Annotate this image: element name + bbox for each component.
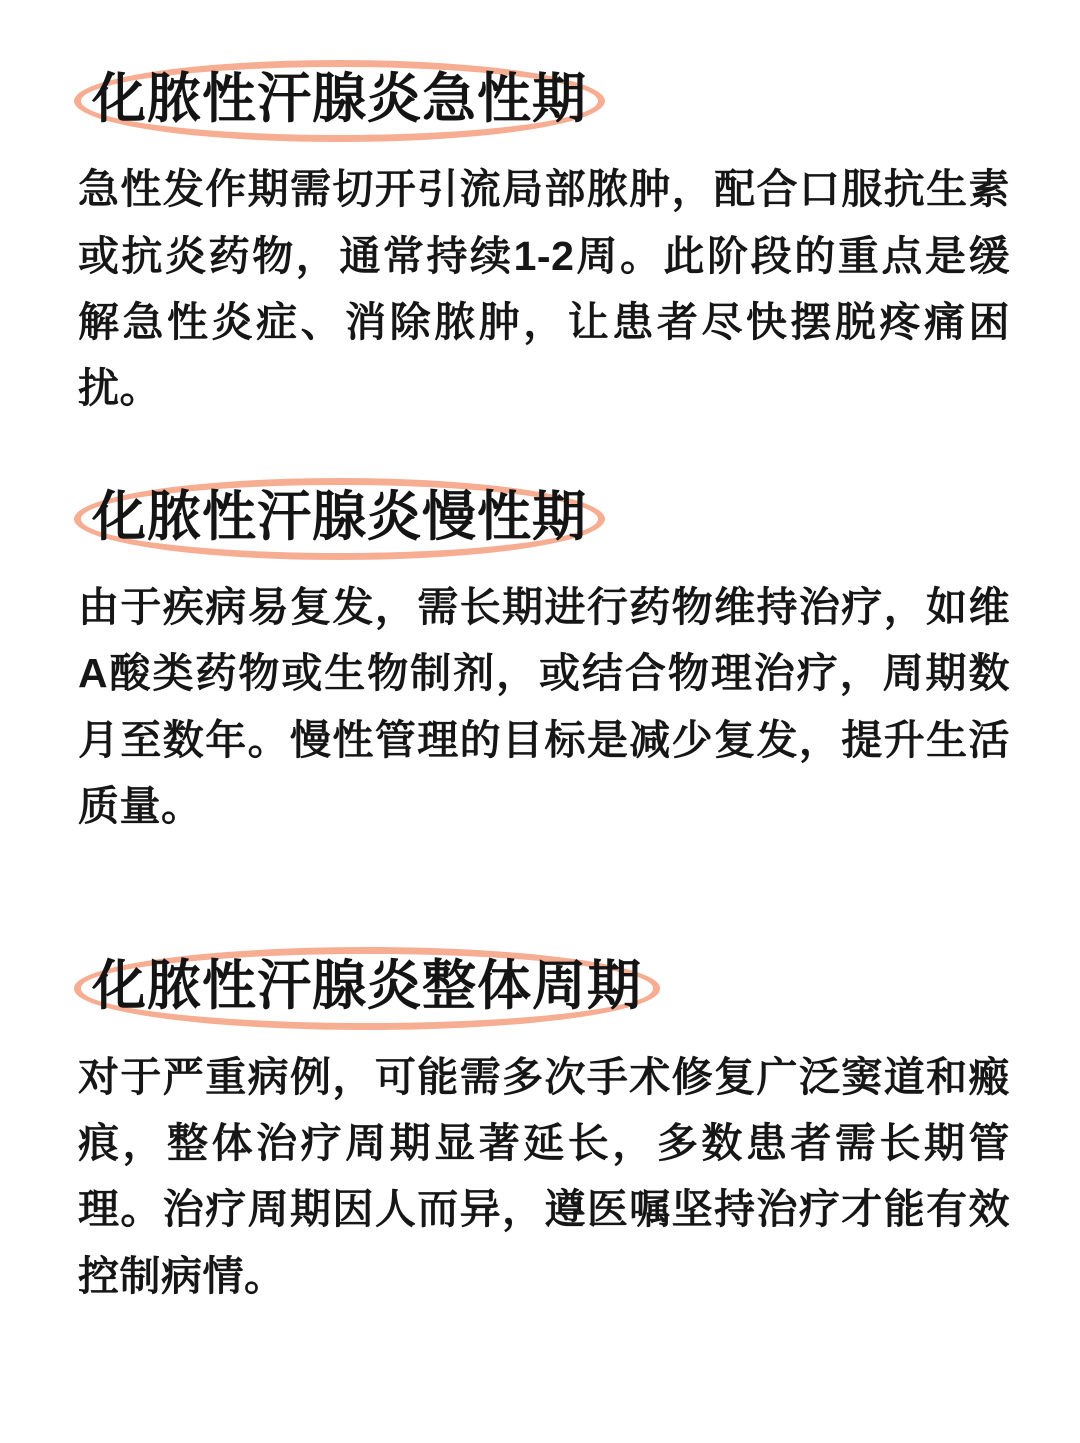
section-heading-overall-text: 化脓性汗腺炎整体周期 [92,956,642,1017]
section-chronic-phase [70,476,1010,840]
section-overall-cycle [70,945,1010,1309]
section-heading-acute [74,58,605,142]
spacer-2 [70,849,1010,945]
section-body-acute: 急性发作期需切开引流局部脓肿，配合口服抗生素或抗炎药物，通常持续1-2周。此阶段的重点是缓解急性炎症、消除脓肿，让患者尽快摆脱疼痛困扰。 [78,166,1010,412]
section-heading-overall [74,945,660,1029]
section-heading-chronic [74,476,605,560]
spacer-1 [70,432,1010,476]
section-body-overall: 对于严重病例，可能需多次手术修复广泛窦道和瘢痕，整体治疗周期显著延长，多数患者需长期管理。治疗周期因人而异，遵医嘱坚持治疗才能有效控制病情。 [78,1053,1010,1299]
section-heading-acute-text: 化脓性汗腺炎急性期 [92,69,587,129]
section-heading-chronic-text: 化脓性汗腺炎慢性期 [92,486,587,547]
section-body-chronic: 由于疾病易复发，需长期进行药物维持治疗，如维A酸类药物或生物制剂，或结合物理治疗，周期数月至数年。慢性管理的目标是减少复发，提升生活质量。 [78,583,1010,830]
section-acute-phase [70,58,1010,422]
